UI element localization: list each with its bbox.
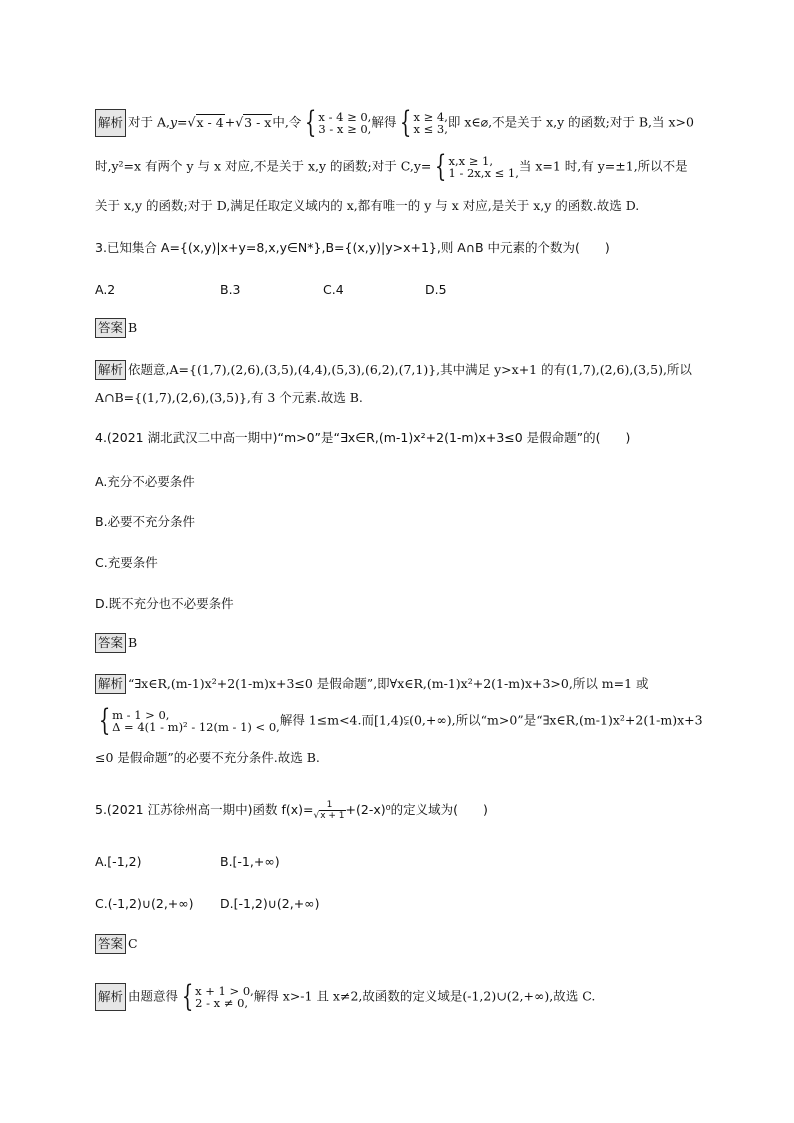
sqrt-term: 3 - x bbox=[244, 114, 272, 130]
text: x,x ≥ 1, bbox=[448, 154, 494, 168]
text: 解得 x>-1 且 x≠2,故函数的定义域是(-1,2)∪(2,+∞),故选 C. bbox=[253, 988, 596, 1004]
text: 当 x=1 时,有 y=±1,所以不是 bbox=[518, 158, 688, 174]
text: 对于 A, bbox=[128, 114, 170, 130]
q5-option-c: C.(-1,2)∪(2,+∞) bbox=[95, 896, 194, 911]
q4-option-d: D.既不充分也不必要条件 bbox=[95, 596, 234, 611]
q3-option-d: D.5 bbox=[425, 282, 447, 297]
analysis-tag: 解析 bbox=[95, 109, 126, 137]
q5-stem bbox=[95, 800, 488, 821]
system-of-inequalities: { x - 4 ≥ 0, 3 - x ≥ 0, bbox=[305, 105, 372, 140]
text: x ≤ 3, bbox=[413, 122, 448, 136]
q5-option-d: D.[-1,2)∪(2,+∞) bbox=[220, 896, 320, 911]
system-of-inequalities: { x ≥ 4, x ≤ 3, bbox=[400, 105, 448, 140]
text: x ≥ 4, bbox=[413, 110, 448, 124]
q4-answer bbox=[95, 633, 137, 653]
q4-analysis-line1 bbox=[95, 674, 649, 694]
sqrt-term: x - 4 bbox=[196, 114, 224, 130]
text: +(2-x)⁰的定义域为( ) bbox=[345, 802, 488, 817]
text: 1 - 2x,x ≤ 1, bbox=[448, 166, 519, 180]
q4-stem: 4.(2021 湖北武汉二中高一期中)“m>0”是“∃x∈R,(m-1)x²+2(1-m)x+3≤0 是假命题”的( ) bbox=[95, 430, 631, 445]
text: + bbox=[224, 114, 236, 130]
analysis-tag: 解析 bbox=[95, 983, 126, 1011]
text: m - 1 > 0, bbox=[112, 708, 170, 722]
text: 由题意得 bbox=[128, 988, 179, 1004]
q5-analysis bbox=[95, 979, 596, 1014]
text: Δ = 4(1 - m)² - 12(m - 1) < 0, bbox=[112, 720, 280, 734]
text: 解得 1≤m<4.而[1,4)⫋(0,+∞),所以“m>0”是“∃x∈R,(m-1)x²+2(1-m)x+3 bbox=[279, 712, 703, 728]
sqrt-term: x + 1 bbox=[320, 811, 345, 821]
answer-value: C bbox=[128, 936, 138, 951]
text: 5.(2021 江苏徐州高一期中)函数 f(x)= bbox=[95, 802, 314, 817]
q5-answer bbox=[95, 934, 138, 954]
answer-tag: 答案 bbox=[95, 633, 126, 653]
text: y= bbox=[170, 114, 188, 130]
text: 依题意,A={(1,7),(2,6),(3,5),(4,4),(5,3),(6,2),(7,1)},其中满足 y>x+1 的有(1,7),(2,6),(3,5),所以 bbox=[128, 362, 692, 377]
system-of-inequalities: { x + 1 > 0, 2 - x ≠ 0, bbox=[181, 979, 254, 1014]
q3-option-c: C.4 bbox=[323, 282, 344, 297]
text: 中,令 bbox=[272, 114, 302, 130]
q4-option-a: A.充分不必要条件 bbox=[95, 474, 195, 489]
q3-option-a: A.2 bbox=[95, 282, 116, 297]
system-of-inequalities: { m - 1 > 0, Δ = 4(1 - m)² - 12(m - 1) < 0, bbox=[98, 703, 280, 738]
q3-stem: 3.已知集合 A={(x,y)|x+y=8,x,y∈N*},B={(x,y)|y>x+1},则 A∩B 中元素的个数为( ) bbox=[95, 240, 610, 255]
text: 时,y²=x 有两个 y 与 x 对应,不是关于 x,y 的函数;对于 C,y= bbox=[95, 158, 432, 174]
q2-analysis-line3: 关于 x,y 的函数;对于 D,满足任取定义域内的 x,都有唯一的 y 与 x 对应,是关于 x,y 的函数.故选 D. bbox=[95, 198, 640, 213]
fraction bbox=[313, 800, 345, 821]
q3-analysis-line1 bbox=[95, 360, 692, 380]
q2-analysis-line2 bbox=[95, 149, 688, 184]
q3-answer bbox=[95, 318, 137, 338]
text: 3 - x ≥ 0, bbox=[318, 122, 372, 136]
answer-value: B bbox=[128, 320, 138, 335]
answer-tag: 答案 bbox=[95, 934, 126, 954]
q4-option-c: C.充要条件 bbox=[95, 555, 158, 570]
text: 解得 bbox=[371, 114, 397, 130]
q4-analysis-line3: ≤0 是假命题”的必要不充分条件.故选 B. bbox=[95, 750, 320, 765]
q2-analysis-line1: 解析 对于 A,y=√x - 4+√3 - x中,令 { x - 4 ≥ 0, 3 - x ≥ 0, 解得 { x ≥ 4, x ≤ 3, 即 x∈⌀,不是关于 x,y 的函数;对于 B,当 x>0 bbox=[95, 108, 694, 138]
q5-option-b: B.[-1,+∞) bbox=[220, 854, 280, 869]
answer-value: B bbox=[128, 635, 138, 650]
q3-analysis-line2: A∩B={(1,7),(2,6),(3,5)},有 3 个元素.故选 B. bbox=[95, 390, 363, 405]
q4-option-b: B.必要不充分条件 bbox=[95, 514, 196, 529]
q5-option-a: A.[-1,2) bbox=[95, 854, 142, 869]
analysis-tag: 解析 bbox=[95, 360, 126, 380]
text: x - 4 ≥ 0, bbox=[318, 110, 372, 124]
piecewise-function: { x,x ≥ 1, 1 - 2x,x ≤ 1, bbox=[435, 149, 519, 184]
answer-tag: 答案 bbox=[95, 318, 126, 338]
analysis-tag: 解析 bbox=[95, 674, 126, 694]
text: 即 x∈⌀,不是关于 x,y 的函数;对于 B,当 x>0 bbox=[447, 114, 694, 130]
q3-option-b: B.3 bbox=[220, 282, 241, 297]
text: x + 1 > 0, bbox=[195, 984, 254, 998]
text: 2 - x ≠ 0, bbox=[195, 996, 249, 1010]
fraction-numerator: 1 bbox=[326, 800, 333, 810]
q4-analysis-line2 bbox=[95, 703, 703, 738]
fraction-denominator: √x + 1 bbox=[313, 811, 345, 821]
text: “∃x∈R,(m-1)x²+2(1-m)x+3≤0 是假命题”,即∀x∈R,(m-1)x²+2(1-m)x+3>0,所以 m=1 或 bbox=[128, 676, 649, 691]
